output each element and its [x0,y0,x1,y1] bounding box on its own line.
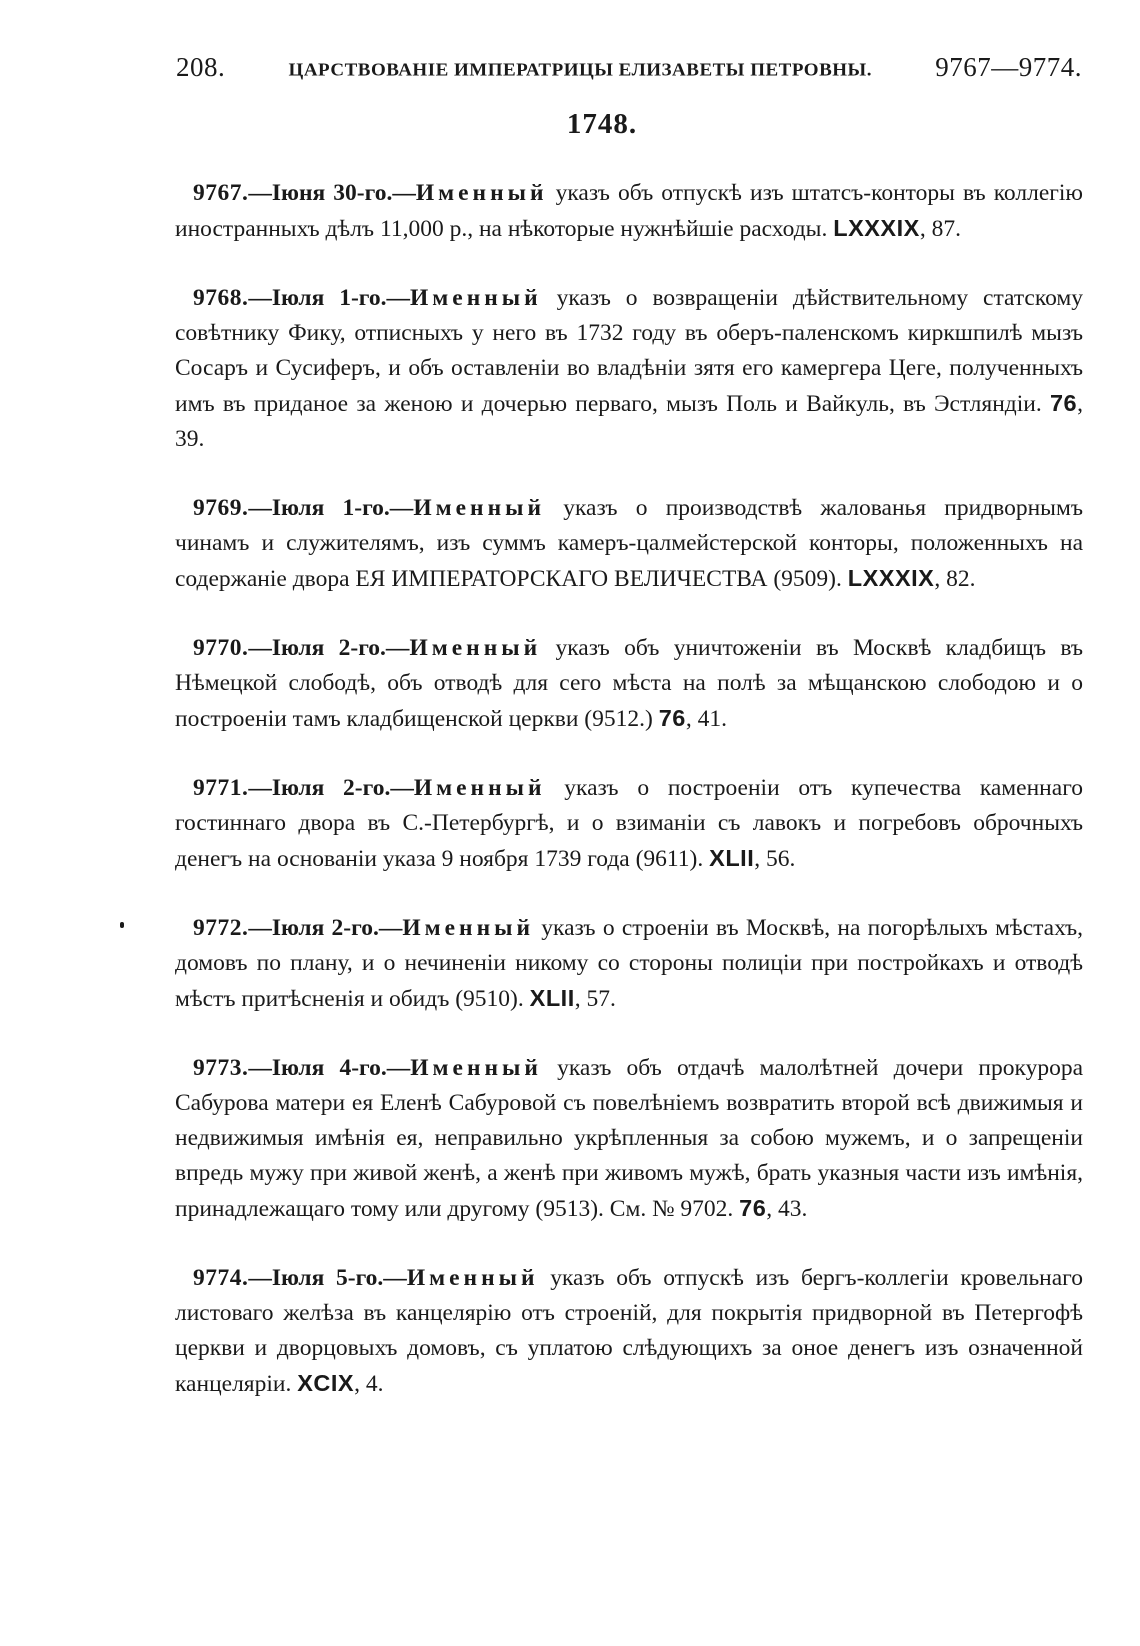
entry-date: —Іюня 30-го.— [248,179,416,206]
entry-page: , 43. [766,1195,808,1222]
entry-body: указъ о возвращеніи дѣйствительному статскому совѣтнику Фику, отписныхъ у него въ 1732 году въ оберъ-паленскомъ киркшпилѣ мызъ Сосаръ и Сусиферъ, и объ оставленіи во владѣніи зятя его камергера Цеге, полученныхъ имъ въ приданое за женою и дочерью перваго, мызъ Поль и Вайкуль, въ Эстляндіи. [175,284,1084,417]
entry-volume: LXXXIX [833,214,920,241]
entry-volume: XLII [529,984,575,1011]
entry-page: , 4. [354,1370,384,1397]
margin-mark [120,922,124,928]
entry-kind: Именный [409,634,542,661]
entries-list [175,152,1083,1436]
entry-volume: 76 [1049,389,1078,416]
entry-number: 9773. [193,1054,249,1081]
entry-page: , 39. [175,390,1083,452]
entry-9771 [175,771,1083,877]
entry-range: 9767—9774. [935,52,1082,82]
entry-kind: Именный [413,494,545,521]
entry-page: , 82. [934,565,976,592]
entry-date: —Іюля 2-го.— [248,914,403,941]
entry-date: —Іюля 1-го.— [248,494,414,521]
entry-page: , 87. [919,215,961,242]
entry-date: —Іюля 4-го.— [248,1054,411,1081]
entry-date: —Іюля 2-го.— [248,634,410,661]
entry-date: —Іюля 1-го.— [248,284,410,311]
entry-9770 [175,631,1083,737]
entry-volume: 76 [739,1194,767,1221]
running-head-title: ЦАРСТВОВАНІЕ ИМПЕРАТРИЦЫ ЕЛИЗАВЕТЫ ПЕТРОВНЫ. [288,60,872,81]
entry-page: , 56. [754,845,796,872]
entry-9768 [175,281,1083,457]
entry-body: указъ объ отпускѣ изъ бергъ-коллегіи кровельнаго листоваго желѣза въ канцелярію отъ строеній, для покрытія придворной въ Петергофѣ церкви и дворцовыхъ домовъ, съ уплатою слѣдующихъ за оное денегъ изъ означенной канцеляріи. [175,1264,1083,1397]
entry-page: , 57. [574,985,616,1012]
entry-body: указъ объ отдачѣ малолѣтней дочери прокурора Сабурова матери ея Еленѣ Сабуровой съ повелѣніемъ возвратить второй всѣ движимыя и недвижимыя имѣнія ея, неправильно укрѣпленныя за собою мужемъ, и о запрещеніи впредь мужу при живой женѣ, а женѣ при живомъ мужѣ, брать указныя части изъ имѣнія, принадлежащаго тому или другому (9513). См. № 9702. [175,1054,1084,1222]
entry-date: —Іюля 2-го.— [248,774,414,801]
entry-number: 9771. [193,774,249,801]
entry-9772 [175,911,1083,1017]
entry-body: указъ о строеніи въ Москвѣ, на погорѣлыхъ мѣстахъ, домовъ по плану, и о нечиненіи никому со стороны полиціи при постройкахъ и отводѣ мѣстъ притѣсненія и обидъ (9510). [175,914,1083,1012]
entry-9773 [175,1051,1083,1227]
entry-date: —Іюля 5-го.— [248,1264,407,1291]
page-number: 208. [176,52,226,82]
entry-number: 9772. [193,914,249,941]
entry-volume: XLII [709,844,755,871]
entry-body: указъ о построеніи отъ купечества каменнаго гостиннаго двора въ С.-Петербургѣ, и о взиманіи съ лавокъ и погребовъ оброчныхъ денегъ на основаніи указа 9 ноября 1739 года (9611). [175,774,1083,872]
entry-number: 9770. [193,634,249,661]
entry-kind: Именный [415,179,548,206]
entry-volume: 76 [658,704,686,731]
entry-volume: XCIX [297,1369,355,1396]
entry-kind: Именный [413,774,546,801]
entry-9767 [175,176,1083,247]
entry-number: 9774. [193,1264,249,1291]
entry-volume: LXXXIX [847,564,935,591]
entry-kind: Именный [402,914,535,941]
entry-number: 9767. [193,179,249,206]
entry-body: указъ объ уничтоженіи въ Москвѣ кладбищъ въ Нѣмецкой слободѣ, объ отводѣ для сего мѣста на полѣ за мѣщанскою слободою и о построеніи тамъ кладбищенской церкви (9512.) [175,634,1084,732]
entry-body: указъ объ отпускѣ изъ штатсъ-конторы въ коллегію иностранныхъ дѣлъ 11,000 р., на нѣкоторые нужнѣйшіе расходы. [175,179,1083,242]
entry-kind: Именный [406,1264,539,1291]
entry-page: , 41. [685,705,727,732]
entry-kind: Именный [410,284,542,311]
entry-kind: Именный [410,1054,542,1081]
entry-9769 [175,491,1083,597]
entry-number: 9769. [193,494,249,521]
entry-body: указъ о производствѣ жалованья придворнымъ чинамъ и служителямъ, изъ суммъ камеръ-цалмейстерской конторы, положенныхъ на содержаніе двора ЕЯ ИМПЕРАТОРСКАГО ВЕЛИЧЕСТВА (9509). [175,494,1083,592]
running-head [176,52,1082,92]
entry-number: 9768. [193,284,249,311]
year-heading: 1748. [566,108,638,140]
entry-9774 [175,1261,1083,1402]
